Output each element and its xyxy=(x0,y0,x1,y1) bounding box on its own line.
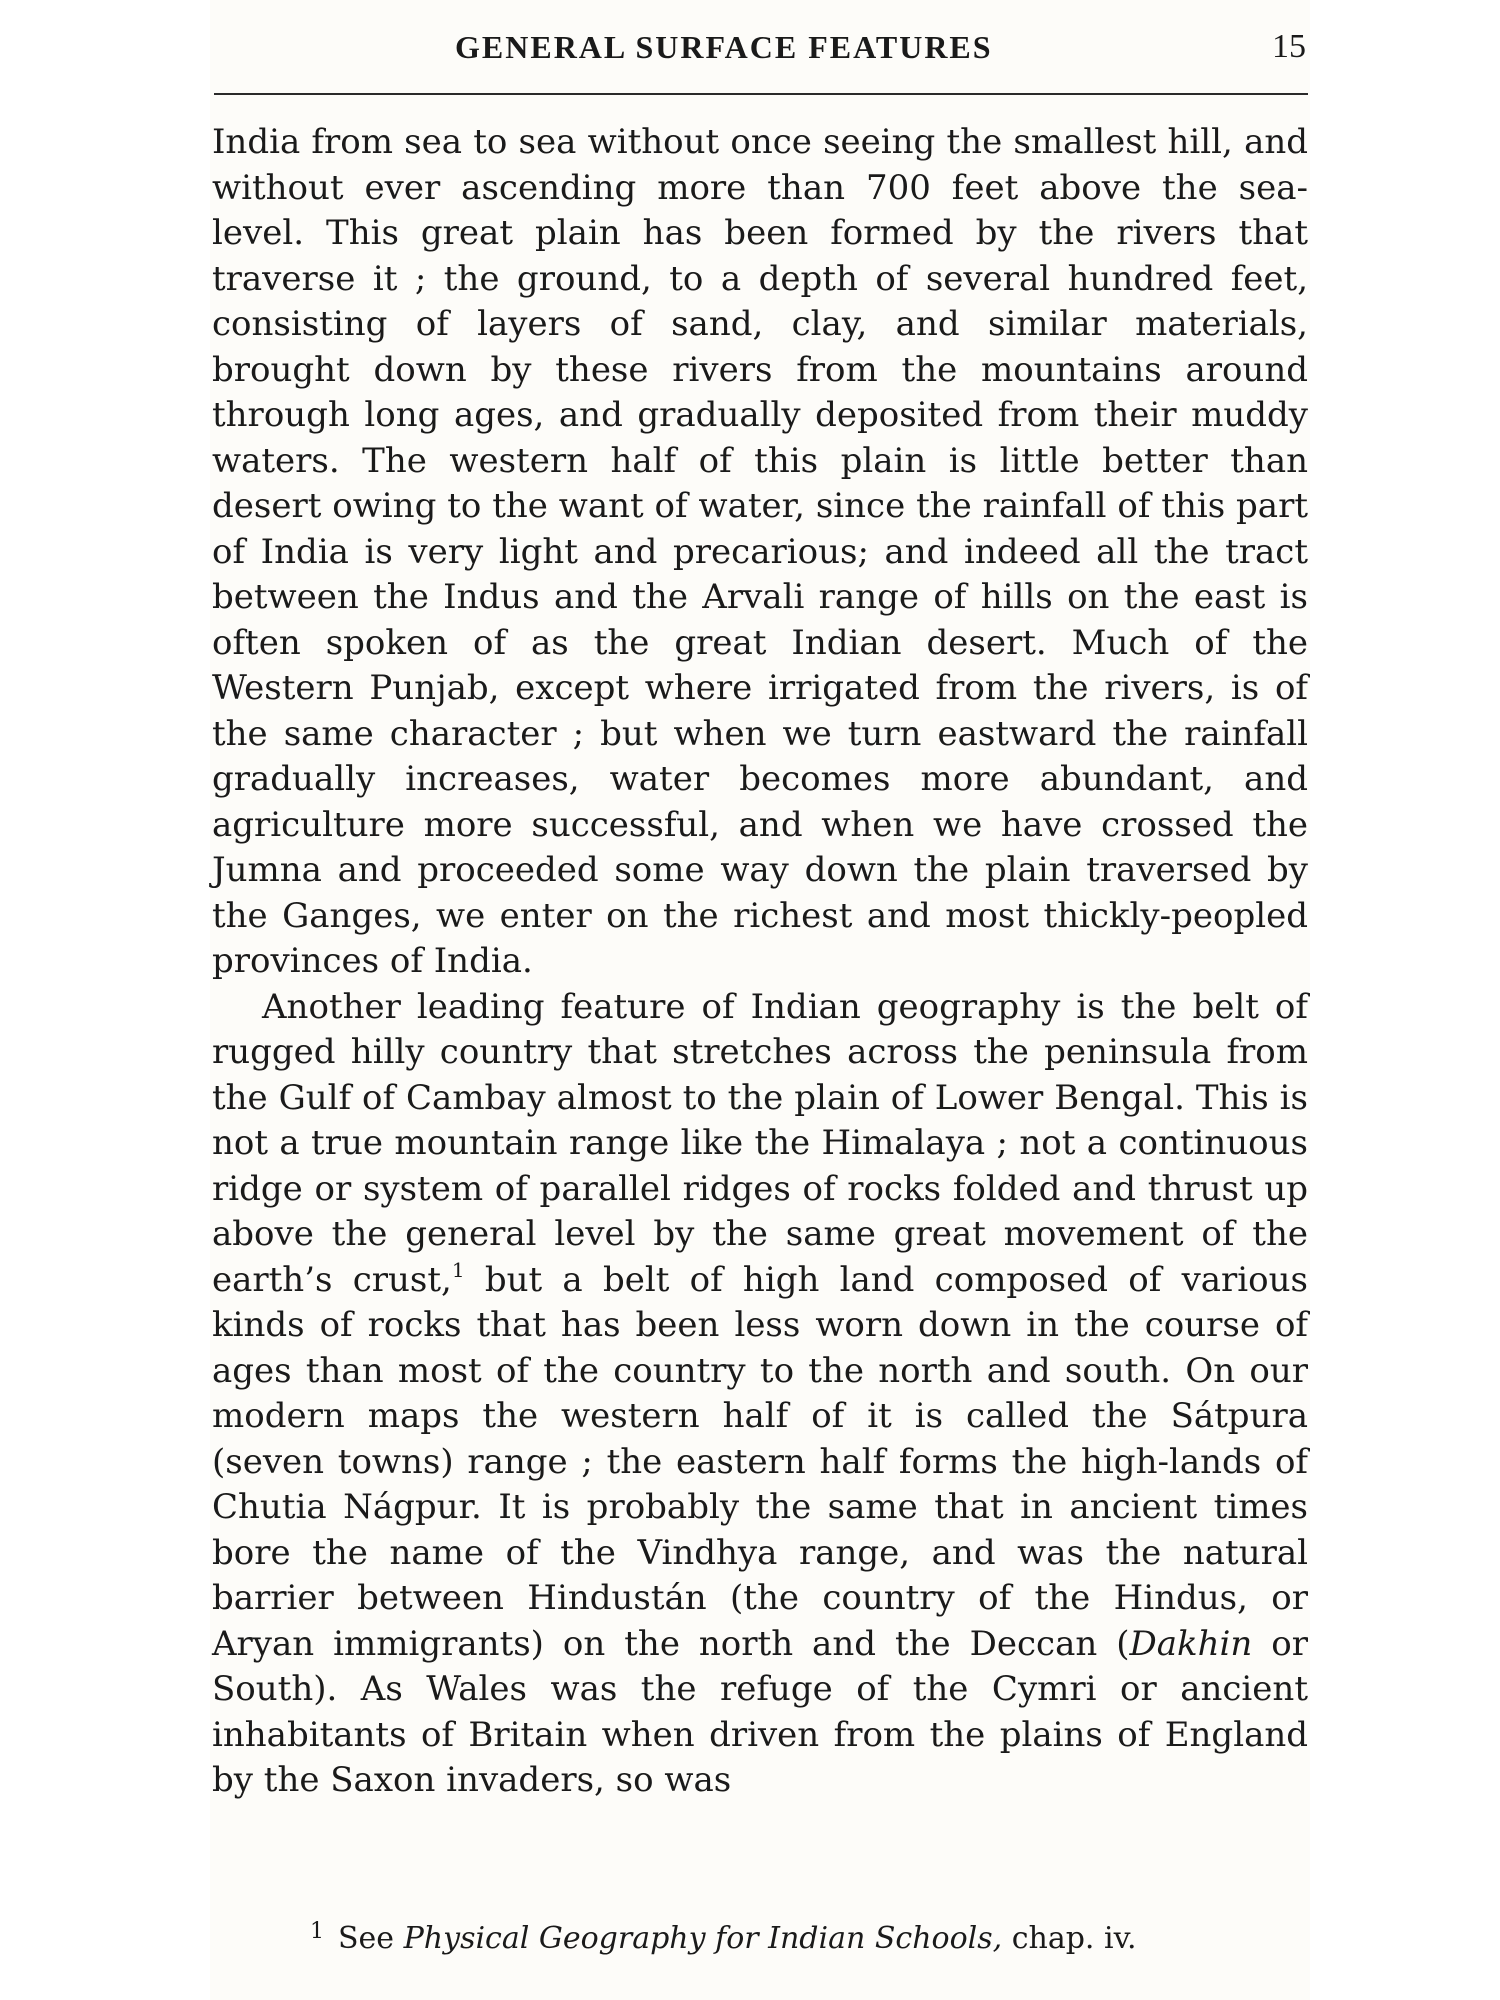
footnote-reference: 1 xyxy=(451,1257,465,1282)
paragraph-1: India from sea to sea without once seeing the smallest hill, and without ever ascending more than 700 feet above the sea-level. This great plain has been formed by the rivers that traverse it ; the ground, to a depth of several hundred feet, consisting of layers of sand, clay, and similar materials, brought down by these rivers from the mountains around through long ages, and gradually deposited from their muddy waters. The western half of this plain is little better than desert owing to the want of water, since the rainfall of this part of India is very light and precarious; and indeed all the tract between the Indus and the Arvali range of hills on the east is often spoken of as the great Indian desert. Much of the Western Punjab, except where irrigated from the rivers, is of the same character ; but when we turn eastward the rainfall gradually increases, water becomes more abundant, and agriculture more successful, and when we have crossed the Jumna and proceeded some way down the plain traversed by the Ganges, we enter on the richest and most thickly-peopled provinces of India. xyxy=(212,122,1308,981)
paragraph-2-part-3: or South). As Wales was the refuge of the Cymri or ancient inhabitants of Britain when driven from the plains of England by the Saxon invaders, so was xyxy=(212,1623,1308,1800)
footnote-number: 1 xyxy=(310,1919,324,1944)
paragraph-2-part-2: but a belt of high land composed of various kinds of rocks that has been less worn down in the course of ages than most of the country to the north and south. On our modern maps the western half of it is called the Sátpura (seven towns) range ; the eastern half forms the high-lands of Chutia Nágpur. It is probably the same that in ancient times bore the name of the Vindhya range, and was the natural barrier between Hindustán (the country of the Hindus, or Aryan immigrants) on the north and the Deccan ( xyxy=(212,1259,1308,1664)
footnote-suffix: chap. iv. xyxy=(1002,1921,1137,1956)
page-header xyxy=(210,22,1310,72)
paragraph-2-part-1: Another leading feature of Indian geography is the belt of rugged hilly country that stretches across the peninsula from the Gulf of Cambay almost to the plain of Lower Bengal. This is not a true mountain range like the Himalaya ; not a continuous ridge or system of parallel ridges of rocks folded and thrust up above the general level by the same great movement of the earth’s crust, xyxy=(212,986,1308,1300)
running-head: GENERAL SURFACE FEATURES xyxy=(455,29,993,65)
footnote-prefix: See xyxy=(338,1921,404,1956)
page-number: 15 xyxy=(1272,28,1306,65)
footnote-title: Physical Geography for Indian Schools, xyxy=(403,1921,1003,1956)
header-rule xyxy=(214,93,1308,95)
body-text xyxy=(212,120,1308,1804)
italic-term: Dakhin xyxy=(1129,1623,1253,1664)
footnote xyxy=(310,1912,1137,1959)
paragraph-2 xyxy=(212,985,1308,1804)
book-page xyxy=(210,0,1310,2000)
